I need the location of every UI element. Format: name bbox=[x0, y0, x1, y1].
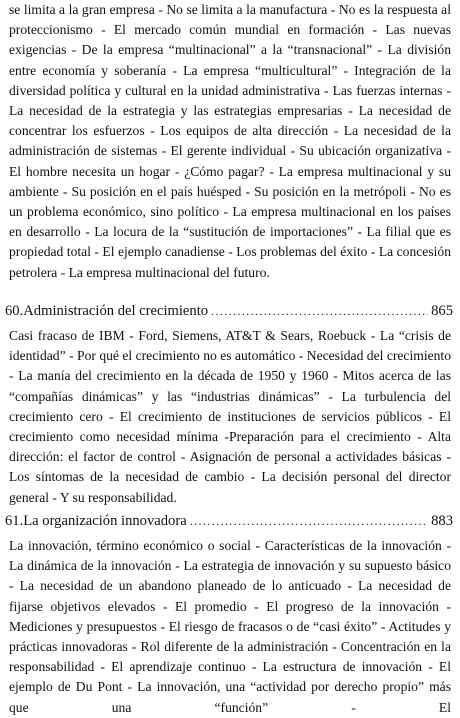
chapter-summary-61: La innovación, término económico o social - Características de la innovación - La dinámica de la innovación - La estrategia de innovación y su supuesto básico - La necesidad de un abandono planeado de lo anticuado - La necesidad de fijarse objetivos elevados - El promedio - El progreso de la innovación - Mediciones y presupuestos - El riesgo de fracasos o de “casi éxito” - Actitudes y prácticas innovadoras - Rol diferente de la administración - Concentración en la responsabilidad - El aprendizaje continuo - La estructura de innovación - El ejemplo de Du Pont - La innovación, una “actividad por derecho propio” más que una “función” - El bbox=[9, 538, 451, 715]
chapter-entry-60 bbox=[5, 301, 453, 321]
chapter-number: 61. bbox=[5, 513, 24, 529]
chapter-summary-60: Casi fracaso de IBM - Ford, Siemens, AT&T & Sears, Roebuck - La “crisis de identidad” - Por qué el crecimiento no es automático - Necesidad del crecimiento - La manía del crecimiento en la década de 1950 y 1960 - Mitos acerca de las “compañías dinámicas” y las “industrias dinámicas” - La turbulencia del crecimiento cero - El crecimiento de instituciones de servicios públicos - El crecimiento como necesidad mínima -Preparación para el crecimiento - Alta dirección: el factor de control - Asignación de personal a actividades básicas - Los síntomas de la necesidad de cambio - La decisión personal del director general - Y su responsabilidad. bbox=[9, 328, 451, 505]
dot-leader bbox=[190, 511, 428, 531]
previous-chapter-summary: se limita a la gran empresa - No se limita a la manufactura - No es la respuesta al proteccionismo - El mercado común mundial en formación - Las nuevas exigencias - De la empresa “multinacional” a la “transnacional” - La división entre economía y soberanía - La empresa “multicultural” - Integración de la diversidad política y cultural en la unidad administrativa - Las fuerzas internas - La necesidad de la estrategia y las estrategias empresarias - La necesidad de concentrar los esfuerzos - Los equipos de alta dirección - La necesidad de la administración de sistemas - El gerente individual - Su ubicación organizativa - El hombre necesita un hogar - ¿Cómo pagar? - La empresa multinacional y su ambiente - Su posición en el país huésped - Su posición en la metrópoli - No es un problema económico, sino político - La empresa multinacional en los países en desarrollo - La locura de la “sustitución de importaciones” - La filial que es propiedad total - El ejemplo canadiense - Los problemas del éxito - La concesión petrolera - La empresa multinacional del futuro. bbox=[9, 2, 451, 280]
dot-leader bbox=[211, 301, 428, 321]
chapter-number: 60. bbox=[5, 303, 24, 319]
chapter-page-number: 865 bbox=[431, 303, 453, 319]
chapter-title: La organización innovadora bbox=[23, 513, 187, 529]
chapter-title: Administración del crecimiento bbox=[23, 303, 209, 319]
chapter-page-number: 883 bbox=[431, 513, 453, 529]
chapter-entry-61 bbox=[5, 511, 453, 531]
